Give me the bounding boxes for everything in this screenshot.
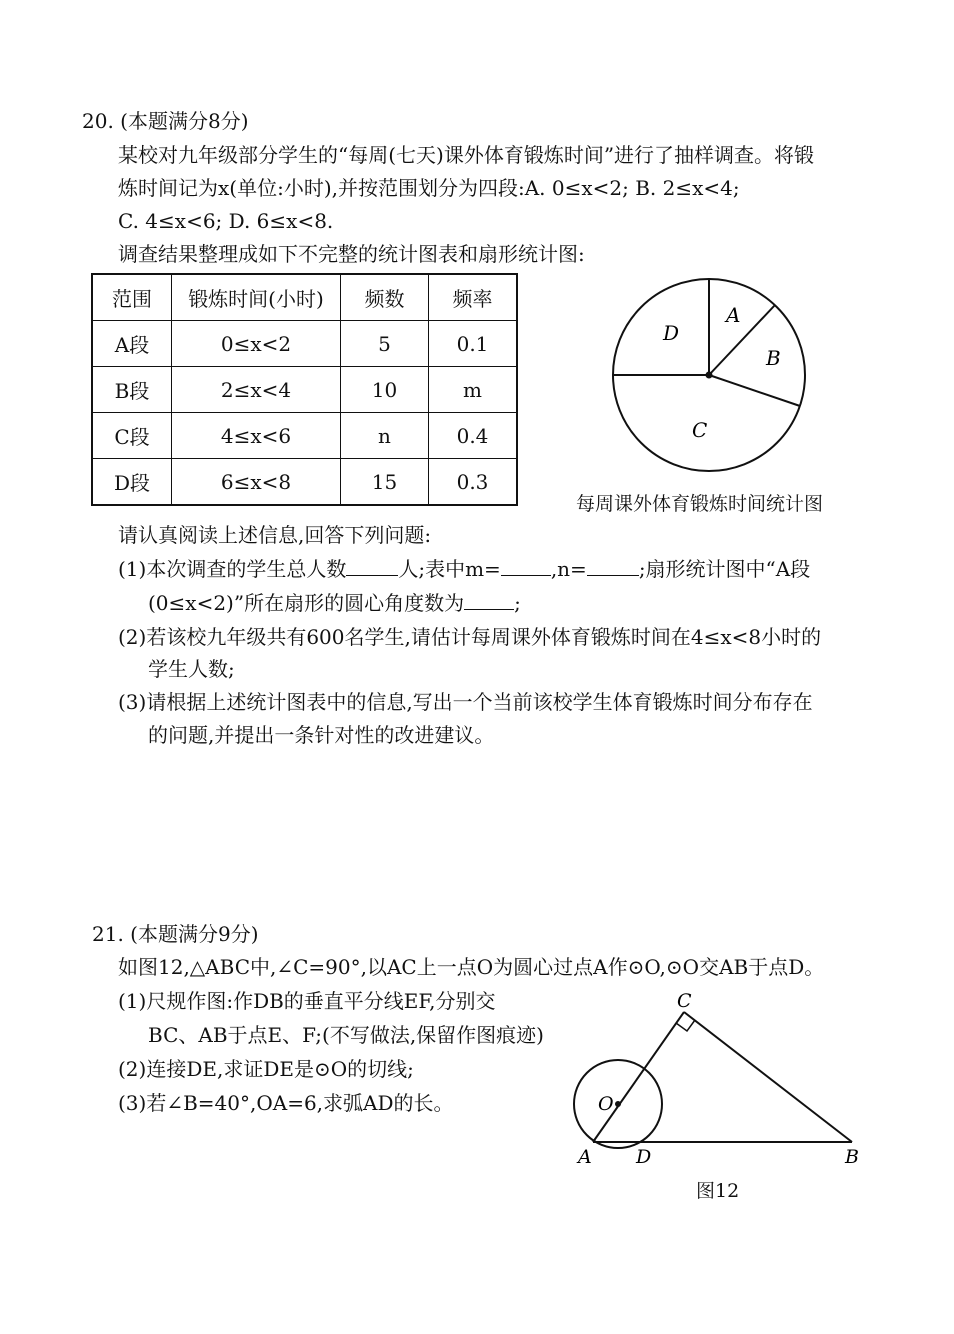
frequency-table — [91, 273, 518, 506]
geometry-figure — [560, 985, 880, 1175]
table-header-cell: 范围 — [92, 274, 172, 321]
pie-label-d: D — [663, 321, 680, 345]
table-cell: D段 — [92, 459, 172, 506]
table-cell: m — [429, 367, 518, 413]
table-cell: 2≤x<4 — [172, 367, 341, 413]
q20-part-1-text: (1)本次调查的学生总人数 — [118, 557, 347, 581]
pie-radius-bc — [709, 375, 800, 406]
figure-caption: 图12 — [696, 1180, 740, 1202]
q20-prompt: 请认真阅读上述信息,回答下列问题: — [118, 523, 432, 547]
q20-part-2-line-1: (2)若该校九年级共有600名学生,请估计每周课外体育锻炼时间在4≤x<8小时的 — [118, 625, 822, 649]
q20-part-1-line-2 — [148, 590, 521, 616]
table-header-row — [92, 274, 517, 321]
table-cell: 0.3 — [429, 459, 518, 506]
q21-header: 21. (本题满分9分) — [92, 922, 259, 946]
table-header-cell: 频率 — [429, 274, 518, 321]
table-header-cell: 锻炼时间(小时) — [172, 274, 341, 321]
table-cell: 0.4 — [429, 413, 518, 459]
q20-part-1-text: ,n= — [550, 557, 587, 581]
table-row — [92, 413, 517, 459]
answer-blank-n — [587, 557, 639, 576]
table-cell: 10 — [341, 367, 429, 413]
pie-chart — [608, 268, 812, 484]
pie-label-c: C — [692, 418, 708, 442]
q20-part-1-text: (0≤x<2)”所在扇形的圆心角度数为 — [148, 591, 465, 615]
table-header-cell: 频数 — [341, 274, 429, 321]
pie-label-a: A — [726, 303, 741, 327]
table-row — [92, 367, 517, 413]
q20-part-1-line-1 — [118, 556, 810, 582]
point-label-a: A — [578, 1146, 592, 1168]
q20-part-1-text: ;扇形统计图中“A段 — [638, 557, 811, 581]
table-cell: n — [341, 413, 429, 459]
table-cell: 15 — [341, 459, 429, 506]
table-cell: A段 — [92, 321, 172, 367]
q21-intro: 如图12,△ABC中,∠C=90°,以AC上一点O为圆心过点A作⊙O,⊙O交AB于点D。 — [118, 955, 825, 979]
q20-intro-line-1: 某校对九年级部分学生的“每周(七天)课外体育锻炼时间”进行了抽样调查。将锻 — [118, 143, 815, 167]
q20-part-3-line-1: (3)请根据上述统计图表中的信息,写出一个当前该校学生体育锻炼时间分布存在 — [118, 690, 813, 714]
center-o-dot — [615, 1101, 621, 1107]
pie-label-b: B — [766, 346, 781, 370]
q20-part-1-text: 人;表中m= — [398, 557, 501, 581]
q21-part-1-line-2: BC、AB于点E、F;(不写做法,保留作图痕迹) — [148, 1023, 544, 1047]
pie-caption: 每周课外体育锻炼时间统计图 — [576, 493, 824, 515]
point-label-d: D — [636, 1146, 652, 1168]
point-label-b: B — [845, 1146, 859, 1168]
segment-cb — [684, 1012, 852, 1142]
right-angle-mark — [676, 1020, 695, 1031]
pie-center-dot — [706, 372, 713, 379]
table-cell: 5 — [341, 321, 429, 367]
q20-intro-line-3: C. 4≤x<6; D. 6≤x<8. — [118, 209, 334, 233]
q20-header: 20. (本题满分8分) — [82, 109, 249, 133]
table-row — [92, 321, 517, 367]
segment-ac — [593, 1012, 684, 1142]
table-cell: 4≤x<6 — [172, 413, 341, 459]
point-label-o: O — [598, 1093, 614, 1115]
q21-part-1-line-1: (1)尺规作图:作DB的垂直平分线EF,分别交 — [118, 989, 496, 1013]
table-cell: B段 — [92, 367, 172, 413]
q21-part-2: (2)连接DE,求证DE是⊙O的切线; — [118, 1057, 414, 1081]
point-label-c: C — [677, 990, 692, 1012]
answer-blank-total — [346, 557, 398, 576]
q21-part-3: (3)若∠B=40°,OA=6,求弧AD的长。 — [118, 1091, 454, 1115]
table-cell: 0≤x<2 — [172, 321, 341, 367]
q20-intro-line-2: 炼时间记为x(单位:小时),并按范围划分为四段:A. 0≤x<2; B. 2≤x<4; — [118, 176, 740, 200]
table-row — [92, 459, 517, 506]
q20-part-3-line-2: 的问题,并提出一条针对性的改进建议。 — [148, 723, 495, 747]
answer-blank-angle — [464, 591, 514, 610]
q20-part-2-line-2: 学生人数; — [148, 657, 235, 681]
q20-intro-line-4: 调查结果整理成如下不完整的统计图表和扇形统计图: — [118, 242, 585, 266]
table-cell: 6≤x<8 — [172, 459, 341, 506]
answer-blank-m — [501, 557, 551, 576]
table-cell: 0.1 — [429, 321, 518, 367]
table-cell: C段 — [92, 413, 172, 459]
q20-part-1-text: ; — [514, 591, 521, 615]
